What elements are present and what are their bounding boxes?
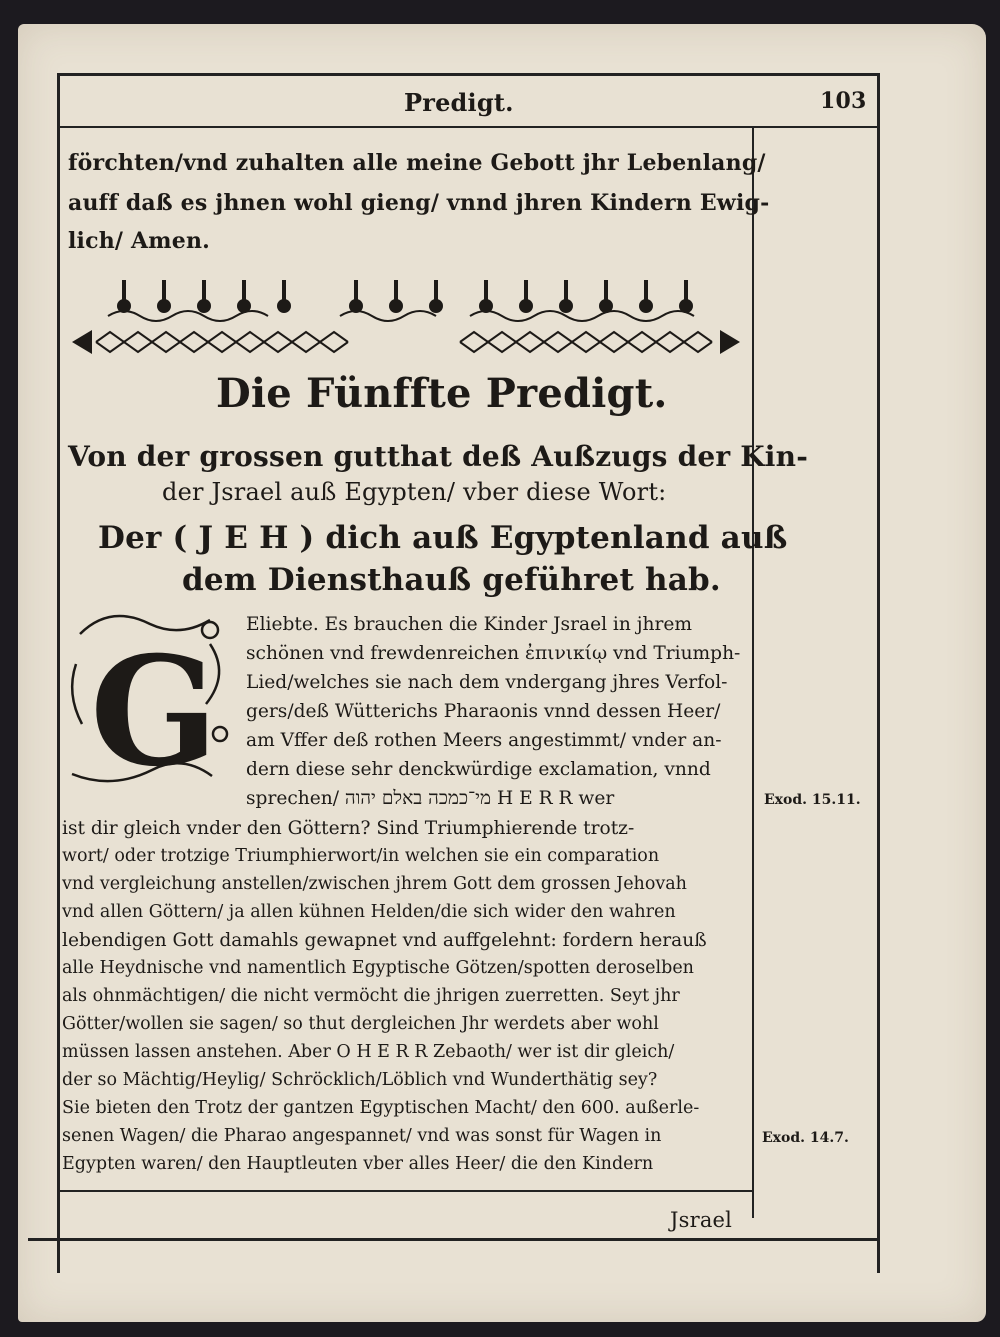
top-rule xyxy=(60,73,878,76)
page-number: 103 xyxy=(820,88,867,114)
right-rule xyxy=(877,73,880,1273)
theme-line: Der ( J E H ) dich auß Egyptenland auß xyxy=(98,520,788,556)
intro-line: lich/ Amen. xyxy=(68,228,210,254)
margin-note-exod-14: Exod. 14.7. xyxy=(762,1130,849,1146)
decorated-initial xyxy=(60,604,242,790)
intro-line: auff daß es jhnen wohl gieng/ vnnd jhren Kindern Ewig- xyxy=(68,190,770,216)
body-line: vnd allen Göttern/ ja allen kühnen Helden/die sich wider den wahren xyxy=(62,902,676,922)
body-line: Götter/wollen sie sagen/ so thut dergleichen Jhr werdets aber wohl xyxy=(62,1014,659,1034)
indented-line: schönen vnd frewdenreichen ἐπινικίῳ vnd Triumph- xyxy=(246,643,741,664)
ornament-band xyxy=(68,276,744,360)
subtitle-line: der Jsrael auß Egypten/ vber diese Wort: xyxy=(162,478,667,506)
body-line: Sie bieten den Trotz der gantzen Egyptischen Macht/ den 600. außerle- xyxy=(62,1098,700,1118)
body-line: der so Mächtig/Heylig/ Schröcklich/Löblich vnd Wunderthätig sey? xyxy=(62,1070,658,1090)
body-line: alle Heydnische vnd namentlich Egyptische Götzen/spotten deroselben xyxy=(62,958,694,978)
indented-line: am Vffer deß rothen Meers angestimmt/ vnder an- xyxy=(246,730,722,751)
subtitle-line: Von der grossen gutthat deß Außzugs der Kin- xyxy=(68,440,809,473)
header-rule xyxy=(60,126,878,128)
body-line: Egypten waren/ den Hauptleuten vber alles Heer/ die den Kindern xyxy=(62,1154,654,1174)
sermon-title: Die Fünffte Predigt. xyxy=(216,370,668,417)
indented-line: sprechen/ מי־כמכה באלם יהוה H E R R wer xyxy=(246,788,615,809)
body-line: lebendigen Gott damahls gewapnet vnd auffgelehnt: fordern herauß xyxy=(62,930,707,951)
margin-note-exod-15: Exod. 15.11. xyxy=(764,792,861,808)
indented-line: gers/deß Wütterichs Pharaonis vnnd dessen Heer/ xyxy=(246,701,721,722)
indented-line: Lied/welches sie nach dem vndergang jhres Verfol- xyxy=(246,672,728,693)
body-line: ist dir gleich vnder den Göttern? Sind Triumphierende trotz- xyxy=(62,818,635,839)
theme-line: dem Diensthauß geführet hab. xyxy=(182,562,721,598)
bottom-rule xyxy=(28,1238,878,1241)
catchword: Jsrael xyxy=(670,1208,733,1232)
drop-cap-letter: G xyxy=(90,624,219,790)
intro-line: förchten/vnd zuhalten alle meine Gebott jhr Lebenlang/ xyxy=(68,150,766,176)
column-rule xyxy=(752,128,754,1218)
body-line: wort/ oder trotzige Triumphierwort/in welchen sie ein comparation xyxy=(62,846,660,866)
body-line: als ohnmächtigen/ die nicht vermöcht die jhrigen zuerretten. Seyt jhr xyxy=(62,986,680,1006)
indented-line: dern diese sehr denckwürdige exclamation, vnnd xyxy=(246,759,711,780)
body-line: müssen lassen anstehen. Aber O H E R R Zebaoth/ wer ist dir gleich/ xyxy=(62,1042,675,1062)
body-line: senen Wagen/ die Pharao angespannet/ vnd was sonst für Wagen in xyxy=(62,1126,662,1146)
running-title: Predigt. xyxy=(404,88,514,117)
indented-line: Eliebte. Es brauchen die Kinder Jsrael in jhrem xyxy=(246,614,693,635)
body-line: vnd vergleichung anstellen/zwischen jhrem Gott dem grossen Jehovah xyxy=(62,874,687,894)
footer-rule xyxy=(60,1190,752,1192)
